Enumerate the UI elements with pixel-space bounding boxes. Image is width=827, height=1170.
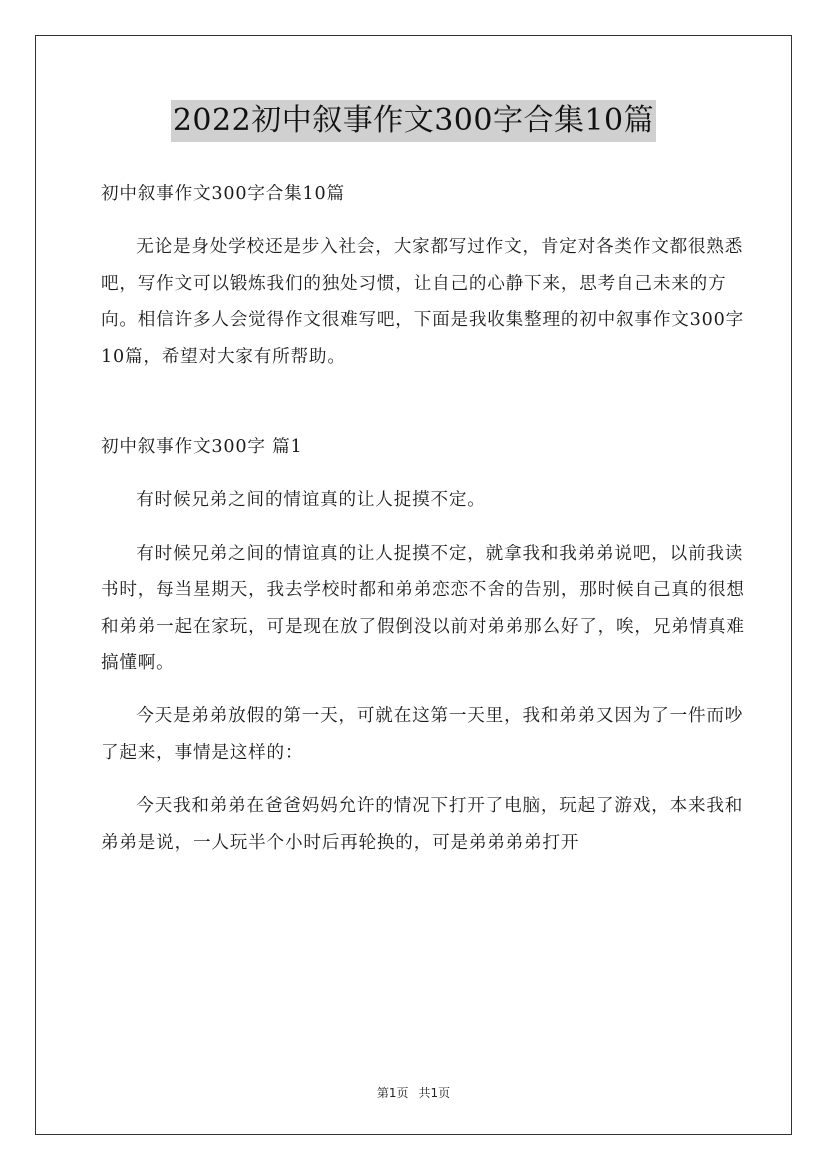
page-total: 共1页 [418, 1086, 451, 1100]
document-body [101, 176, 747, 861]
title-container [0, 100, 827, 142]
intro-paragraph: 无论是身处学校还是步入社会，大家都写过作文，肯定对各类作文都很熟悉吧，写作文可以锻炼我们的独处习惯，让自己的心静下来，思考自己未来的方向。相信许多人会觉得作文很难写吧，下面是我收集整理的初中叙事作文300字10篇，希望对大家有所帮助。 [101, 237, 744, 367]
section-paragraph: 有时候兄弟之间的情谊真的让人捉摸不定。 [136, 490, 486, 511]
document-title: 2022初中叙事作文300字合集10篇 [171, 100, 656, 142]
section-heading: 初中叙事作文300字 篇1 [101, 437, 303, 458]
subtitle: 初中叙事作文300字合集10篇 [101, 184, 345, 204]
page-footer [0, 1084, 827, 1101]
section-paragraph: 有时候兄弟之间的情谊真的让人捉摸不定，就拿我和我弟弟说吧，以前我读书时，每当星期天，我去学校时都和弟弟恋恋不舍的告别，那时候自己真的很想和弟弟一起在家玩，可是现在放了假倒没以前对弟弟那么好了，唉，兄弟情真难搞懂啊。 [101, 543, 745, 674]
section-paragraph: 今天是弟弟放假的第一天，可就在这第一天里，我和弟弟又因为了一件而吵了起来，事情是这样的： [101, 706, 744, 763]
page-number: 第1页 [376, 1086, 409, 1100]
section-paragraph: 今天我和弟弟在爸爸妈妈允许的情况下打开了电脑，玩起了游戏，本来我和弟弟是说，一人玩半个小时后再轮换的，可是弟弟弟弟打开 [101, 796, 744, 853]
